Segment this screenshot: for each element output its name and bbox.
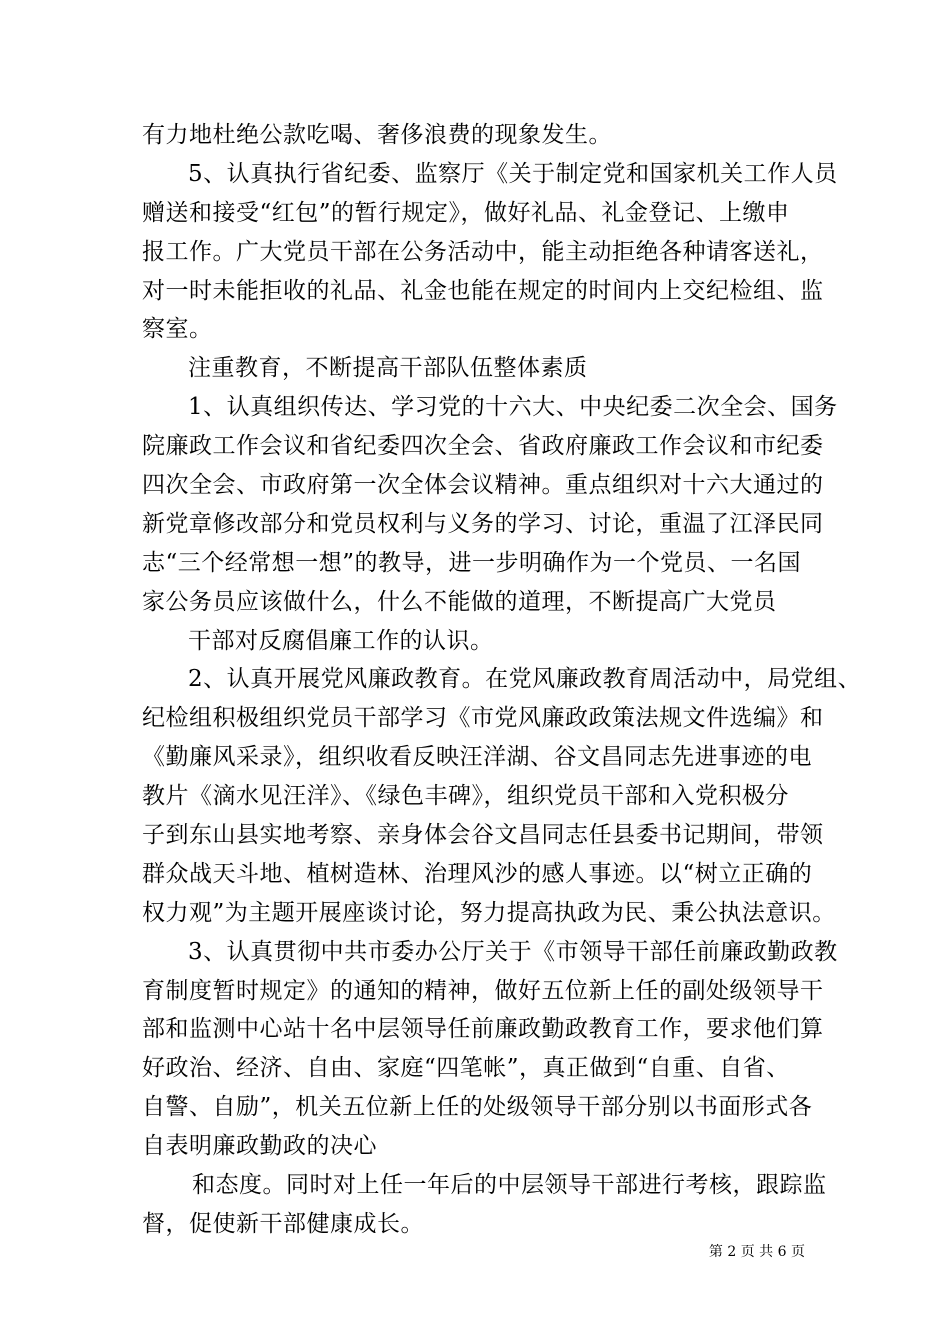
paragraph-start: 和态度。同时对上任一年后的中层领导干部进行考核，跟踪监: [192, 1172, 827, 1199]
text-line: 育制度暂时规定》的通知的精神，做好五位新上任的副处级领导干: [142, 977, 824, 1004]
text-line: 自表明廉政勤政的决心: [142, 1133, 377, 1160]
text-line: 子到东山县实地考察、亲身体会谷文昌同志任县委书记期间，带领: [142, 822, 824, 849]
paragraph-start: 干部对反腐倡廉工作的认识。: [188, 627, 494, 654]
text-line: 新党章修改部分和党员权利与义务的学习、讨论，重温了江泽民同: [142, 510, 824, 537]
text-line: 权力观”为主题开展座谈讨论，努力提高执政为民、秉公执法意识。: [142, 899, 836, 926]
text-line: 教片《滴水见汪洋》、《绿色丰碑》，组织党员干部和入党积极分: [142, 783, 789, 810]
text-line: 家公务员应该做什么，什么不能做的道理，不断提高广大党员: [142, 588, 777, 615]
text-line: 自警、自励”，机关五位新上任的处级领导干部分别以书面形式各: [142, 1094, 813, 1121]
text-line: 《勤廉风采录》，组织收看反映汪洋湖、谷文昌同志先进事迹的电: [142, 744, 812, 771]
text-line: 对一时未能拒收的礼品、礼金也能在规定的时间内上交纪检组、监: [142, 277, 824, 304]
text-line: 院廉政工作会议和省纪委四次全会、省政府廉政工作会议和市纪委: [142, 433, 824, 460]
page-number: 第 2 页 共 6 页: [708, 1244, 805, 1260]
paragraph-start: 1、认真组织传达、学习党的十六大、中央纪委二次全会、国务: [188, 394, 838, 421]
text-line: 报工作。广大党员干部在公务活动中，能主动拒绝各种请客送礼，: [142, 238, 824, 265]
paragraph-start: 5、认真执行省纪委、监察厅《关于制定党和国家机关工作人员: [188, 160, 838, 187]
section-heading: 注重教育，不断提高干部队伍整体素质: [188, 355, 588, 382]
text-line: 察室。: [142, 316, 213, 343]
document-body: [142, 116, 862, 1244]
text-line: 好政治、经济、自由、家庭“四笔帐”，真正做到“自重、自省、: [142, 1055, 790, 1082]
text-line: 有力地杜绝公款吃喝、奢侈浪费的现象发生。: [142, 122, 612, 148]
paragraph-start: 2、认真开展党风廉政教育。在党风廉政教育周活动中，局党组、: [188, 666, 862, 693]
text-line: 赠送和接受“红包”的暂行规定》，做好礼品、礼金登记、上缴申: [142, 199, 790, 226]
text-line: 纪检组积极组织党员干部学习《市党风廉政政策法规文件选编》和: [142, 705, 824, 732]
text-line: 部和监测中心站十名中层领导任前廉政勤政教育工作，要求他们算: [142, 1016, 824, 1043]
text-line: 督，促使新干部健康成长。: [142, 1210, 424, 1237]
text-line: 志“三个经常想一想”的教导，进一步明确作为一个党员、一名国: [142, 549, 802, 576]
text-line: 四次全会、市政府第一次全体会议精神。重点组织对十六大通过的: [142, 472, 824, 499]
text-line: 群众战天斗地、植树造林、治理风沙的感人事迹。以“树立正确的: [142, 860, 813, 887]
paragraph-start: 3、认真贯彻中共市委办公厅关于《市领导干部任前廉政勤政教: [188, 938, 838, 965]
